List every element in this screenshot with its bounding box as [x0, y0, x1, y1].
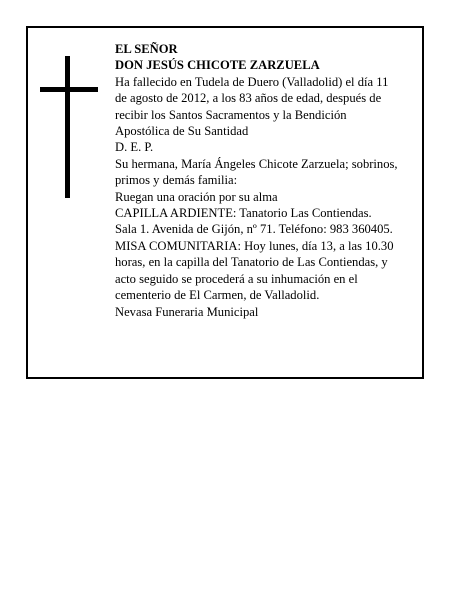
death-details-line: Apostólica de Su Santidad	[115, 124, 249, 139]
family-line: Su hermana, María Ángeles Chicote Zarzuela; sobrinos,	[115, 156, 398, 171]
death-details-line: de agosto de 2012, a los 83 años de edad, después de	[115, 91, 382, 106]
chapel-line: CAPILLA ARDIENTE: Tanatorio Las Contiendas.	[115, 206, 372, 221]
cross-icon	[40, 56, 98, 198]
cross-horizontal-bar	[40, 87, 98, 92]
prayer-request-line: Ruegan una oración por su alma	[115, 189, 278, 204]
deceased-name: DON JESÚS CHICOTE ZARZUELA	[115, 58, 320, 73]
cross-vertical-bar	[65, 56, 70, 198]
obituary-notice	[26, 26, 424, 379]
rip-line: D. E. P.	[115, 140, 154, 155]
death-details-line: Ha fallecido en Tudela de Duero (Valladolid) el día 11	[115, 74, 389, 89]
mass-line: horas, en la capilla del Tanatorio de Las Contiendas, y	[115, 255, 388, 270]
funeral-home-line: Nevasa Funeraria Municipal	[115, 304, 259, 319]
death-details-line: recibir los Santos Sacramentos y la Bendición	[115, 107, 347, 122]
mass-line: cementerio de El Carmen, de Valladolid.	[115, 288, 320, 303]
mass-line: MISA COMUNITARIA: Hoy lunes, día 13, a las 10.30	[115, 238, 394, 253]
notice-text	[115, 41, 420, 320]
title-line: EL SEÑOR	[115, 42, 178, 56]
chapel-line: Sala 1. Avenida de Gijón, nº 71. Teléfono: 983 360405.	[115, 222, 393, 237]
mass-line: acto seguido se procederá a su inhumación en el	[115, 271, 358, 286]
family-line: primos y demás familia:	[115, 173, 238, 188]
